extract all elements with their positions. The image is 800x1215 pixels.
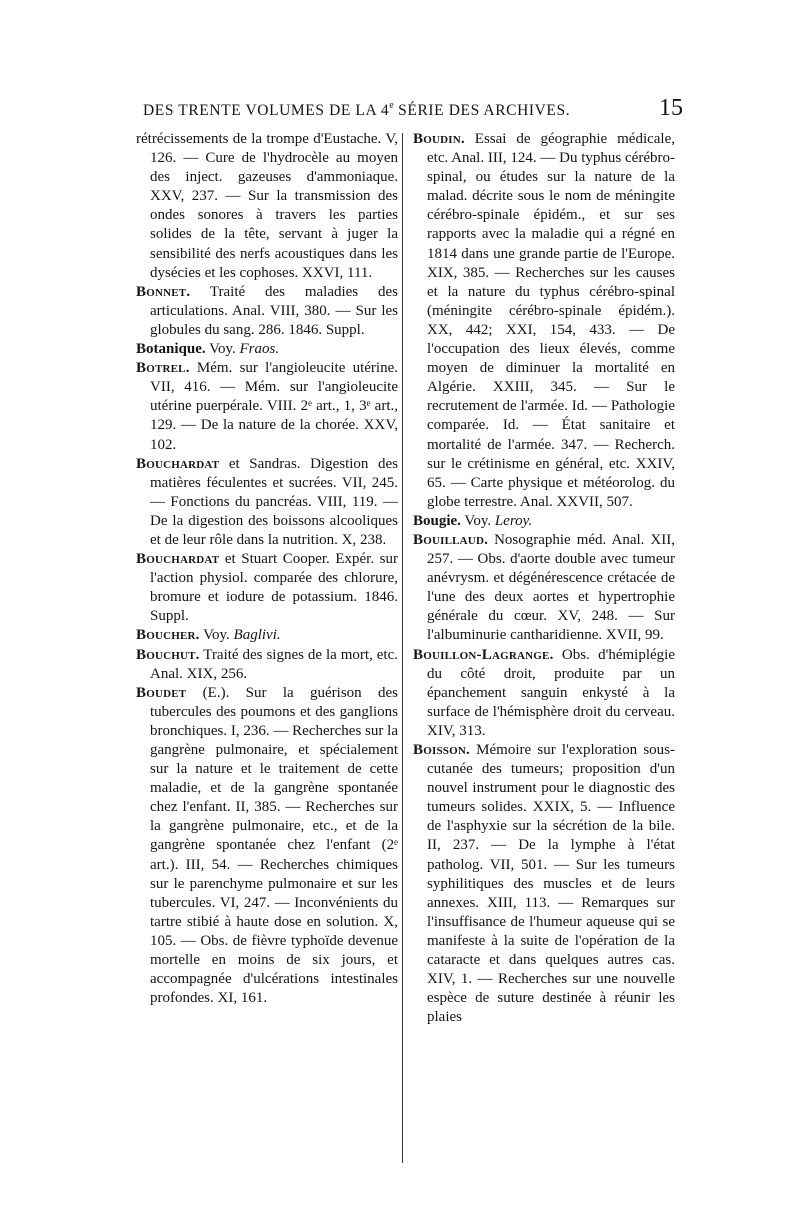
right-column [413,130,675,1170]
running-title-text-end: SÉRIE DES ARCHIVES. [393,102,571,119]
entry-text: Obs. d'hémiplégie du côté droit, produite par un épanchement sanguin enkysté à la surface de l'hémisphère droit du cerveau. XIV, 313. [427,646,675,739]
index-entry [136,359,398,454]
entry-headword: Bouillaud. [413,531,489,548]
entry-text: Traité des maladies des articulations. Anal. VIII, 380. — Sur les globules du sang. 286. 1846. Suppl. [150,283,398,338]
index-entry [136,626,398,645]
entry-headword: Botanique. [136,341,206,358]
entry-text: Essai de géographie médicale, etc. Anal. III, 124. — Du typhus cérébro-spinal, ou études sur la nature de la malad. décrite sous le nom de méningite cérébro-spinale épidém., et sur ses rapports avec la maladie qui a régné en 1814 dans une grande partie de l'Europe. XIX, 385. — Recherches sur les causes et la nature du typhus cérébro-spinal (méningite cérébro-spinale épidém.). XX, 442; XXI, 154, 433. — De l'occupation des lieux élevés, comme moyen de diminuer la mortalité en Algérie. XXIII, 345. — Sur le recrutement de l'armée. Id. — Pathologie comparée. Id. — État sanitaire et mortalité de l'armée. 347. — Recherch. sur le crétinisme en général, etc. XXIV, 65. — Carte physique et météorolog. du globe terrestre. Anal. XXVII, 507. [427,131,675,510]
index-entry [136,340,398,359]
entry-headword: Botrel. [136,360,190,377]
entry-text: et Stuart Cooper. Expér. sur l'action physiol. comparée des chlorure, bromure et iodure de potassium. 1846. Suppl. [150,551,398,625]
entry-text: (E.). Sur la guérison des tubercules des poumons et des ganglions bronchiques. I, 236. — Recherches sur la gangrène pulmonaire, et spécialement sur la nature et le traitement de cette maladie, et de la gangrène spontanée chez l'enfant. II, 385. — Recherches sur la gangrène pulmonaire, etc., et de la gangrène spontanée chez l'enfant (2ᵉ art.). III, 54. — Recherches chimiques sur le parenchyme pulmonaire et sur les tubercules. VI, 247. — Inconvénients du tartre stibié à haute dose en solution. X, 105. — Obs. de fièvre typhoïde devenue mortelle en moins de six jours, et accompagnée d'ulcérations intestinales profondes. XI, 161. [150,684,398,1007]
entry-text: rétrécissements de la trompe d'Eustache. V, 126. — Cure de l'hydrocèle au moyen des inject. gazeuses d'ammoniaque. XXV, 237. — Sur la transmission des ondes sonores à travers les parties solides de la tête, servant à juger la sensibilité des nerfs acoustiques dans les dysécies et les cophoses. XXVI, 111. [136,131,398,281]
entry-text: et Sandras. Digestion des matières féculentes et sucrées. VII, 245. — Fonctions du pancréas. VIII, 119. — De la digestion des boissons alcooliques et de leur rôle dans la nutrition. X, 238. [150,455,398,548]
entry-text: Mém. sur l'angioleucite utérine. VII, 416. — Mém. sur l'angioleucite utérine puerpérale. VIII. 2ᵉ art., 1, 3ᵉ art., 129. — De la nature de la chorée. XXV, 102. [150,360,398,453]
index-entry [136,455,398,550]
entry-text: Nosographie méd. Anal. XII, 257. — Obs. d'aorte double avec tumeur anévrysm. et dégénérescence crétacée de l'une des deux aortes et hypertrophie générale du cœur. XV, 248. — Sur l'albuminurie cantharidienne. XVII, 99. [427,531,675,644]
running-title [143,102,570,120]
entry-headword: Bouillon-Lagrange. [413,646,554,663]
entry-headword: Boudin. [413,131,465,147]
index-entry [413,531,675,646]
running-title-superscript: e [389,100,394,111]
left-column [136,130,398,1170]
index-entry [136,283,398,340]
entry-cross-reference: Leroy. [494,512,533,529]
entry-text: Voy. [460,512,495,529]
entry-headword: Bouchardat [136,551,220,568]
entry-cross-reference: Fraos. [239,341,280,358]
index-entry [136,684,398,1009]
index-entry [136,550,398,626]
entry-headword: Bonnet. [136,283,191,300]
index-entry [413,130,675,512]
entry-text: Voy. [205,341,240,358]
running-title-text: DES TRENTE VOLUMES DE LA 4 [143,102,390,119]
entry-headword: Bougie. [413,512,461,529]
entry-headword: Bouchardat [136,455,220,472]
entry-cross-reference: Baglivi. [233,627,281,644]
index-entry [136,130,398,283]
index-entry [413,646,675,741]
column-rule [402,133,403,1163]
page-number: 15 [659,95,683,121]
running-header [143,95,683,121]
entry-headword: Boucher. [136,627,200,644]
entry-text: Voy. [199,627,234,644]
entry-text: Traité des signes de la mort, etc. Anal. XIX, 256. [150,646,398,682]
entry-headword: Boisson. [413,742,470,758]
entry-headword: Boudet [136,684,187,701]
index-entry [413,741,675,1027]
entry-headword: Bouchut. [136,646,200,663]
index-entry [413,512,675,531]
entry-text: Mémoire sur l'exploration sous-cutanée des tumeurs; proposition d'un nouvel instrument pour le diagnostic des tumeurs solides. XXIX, 5. — Influence de l'asphyxie sur la sécrétion de la bile. II, 237. — De la lymphe à l'état patholog. VII, 501. — Sur les tumeurs syphilitiques des muscles et de leurs annexes. XIII, 113. — Remarques sur l'insuffisance de l'humeur aqueuse qui se manifeste à la suite de l'opération de la cataracte et dans quelques autres cas. XIV, 1. — Recherches sur une nouvelle espèce de suture destinée à réunir les plaies [427,742,675,1026]
index-entry [136,646,398,684]
